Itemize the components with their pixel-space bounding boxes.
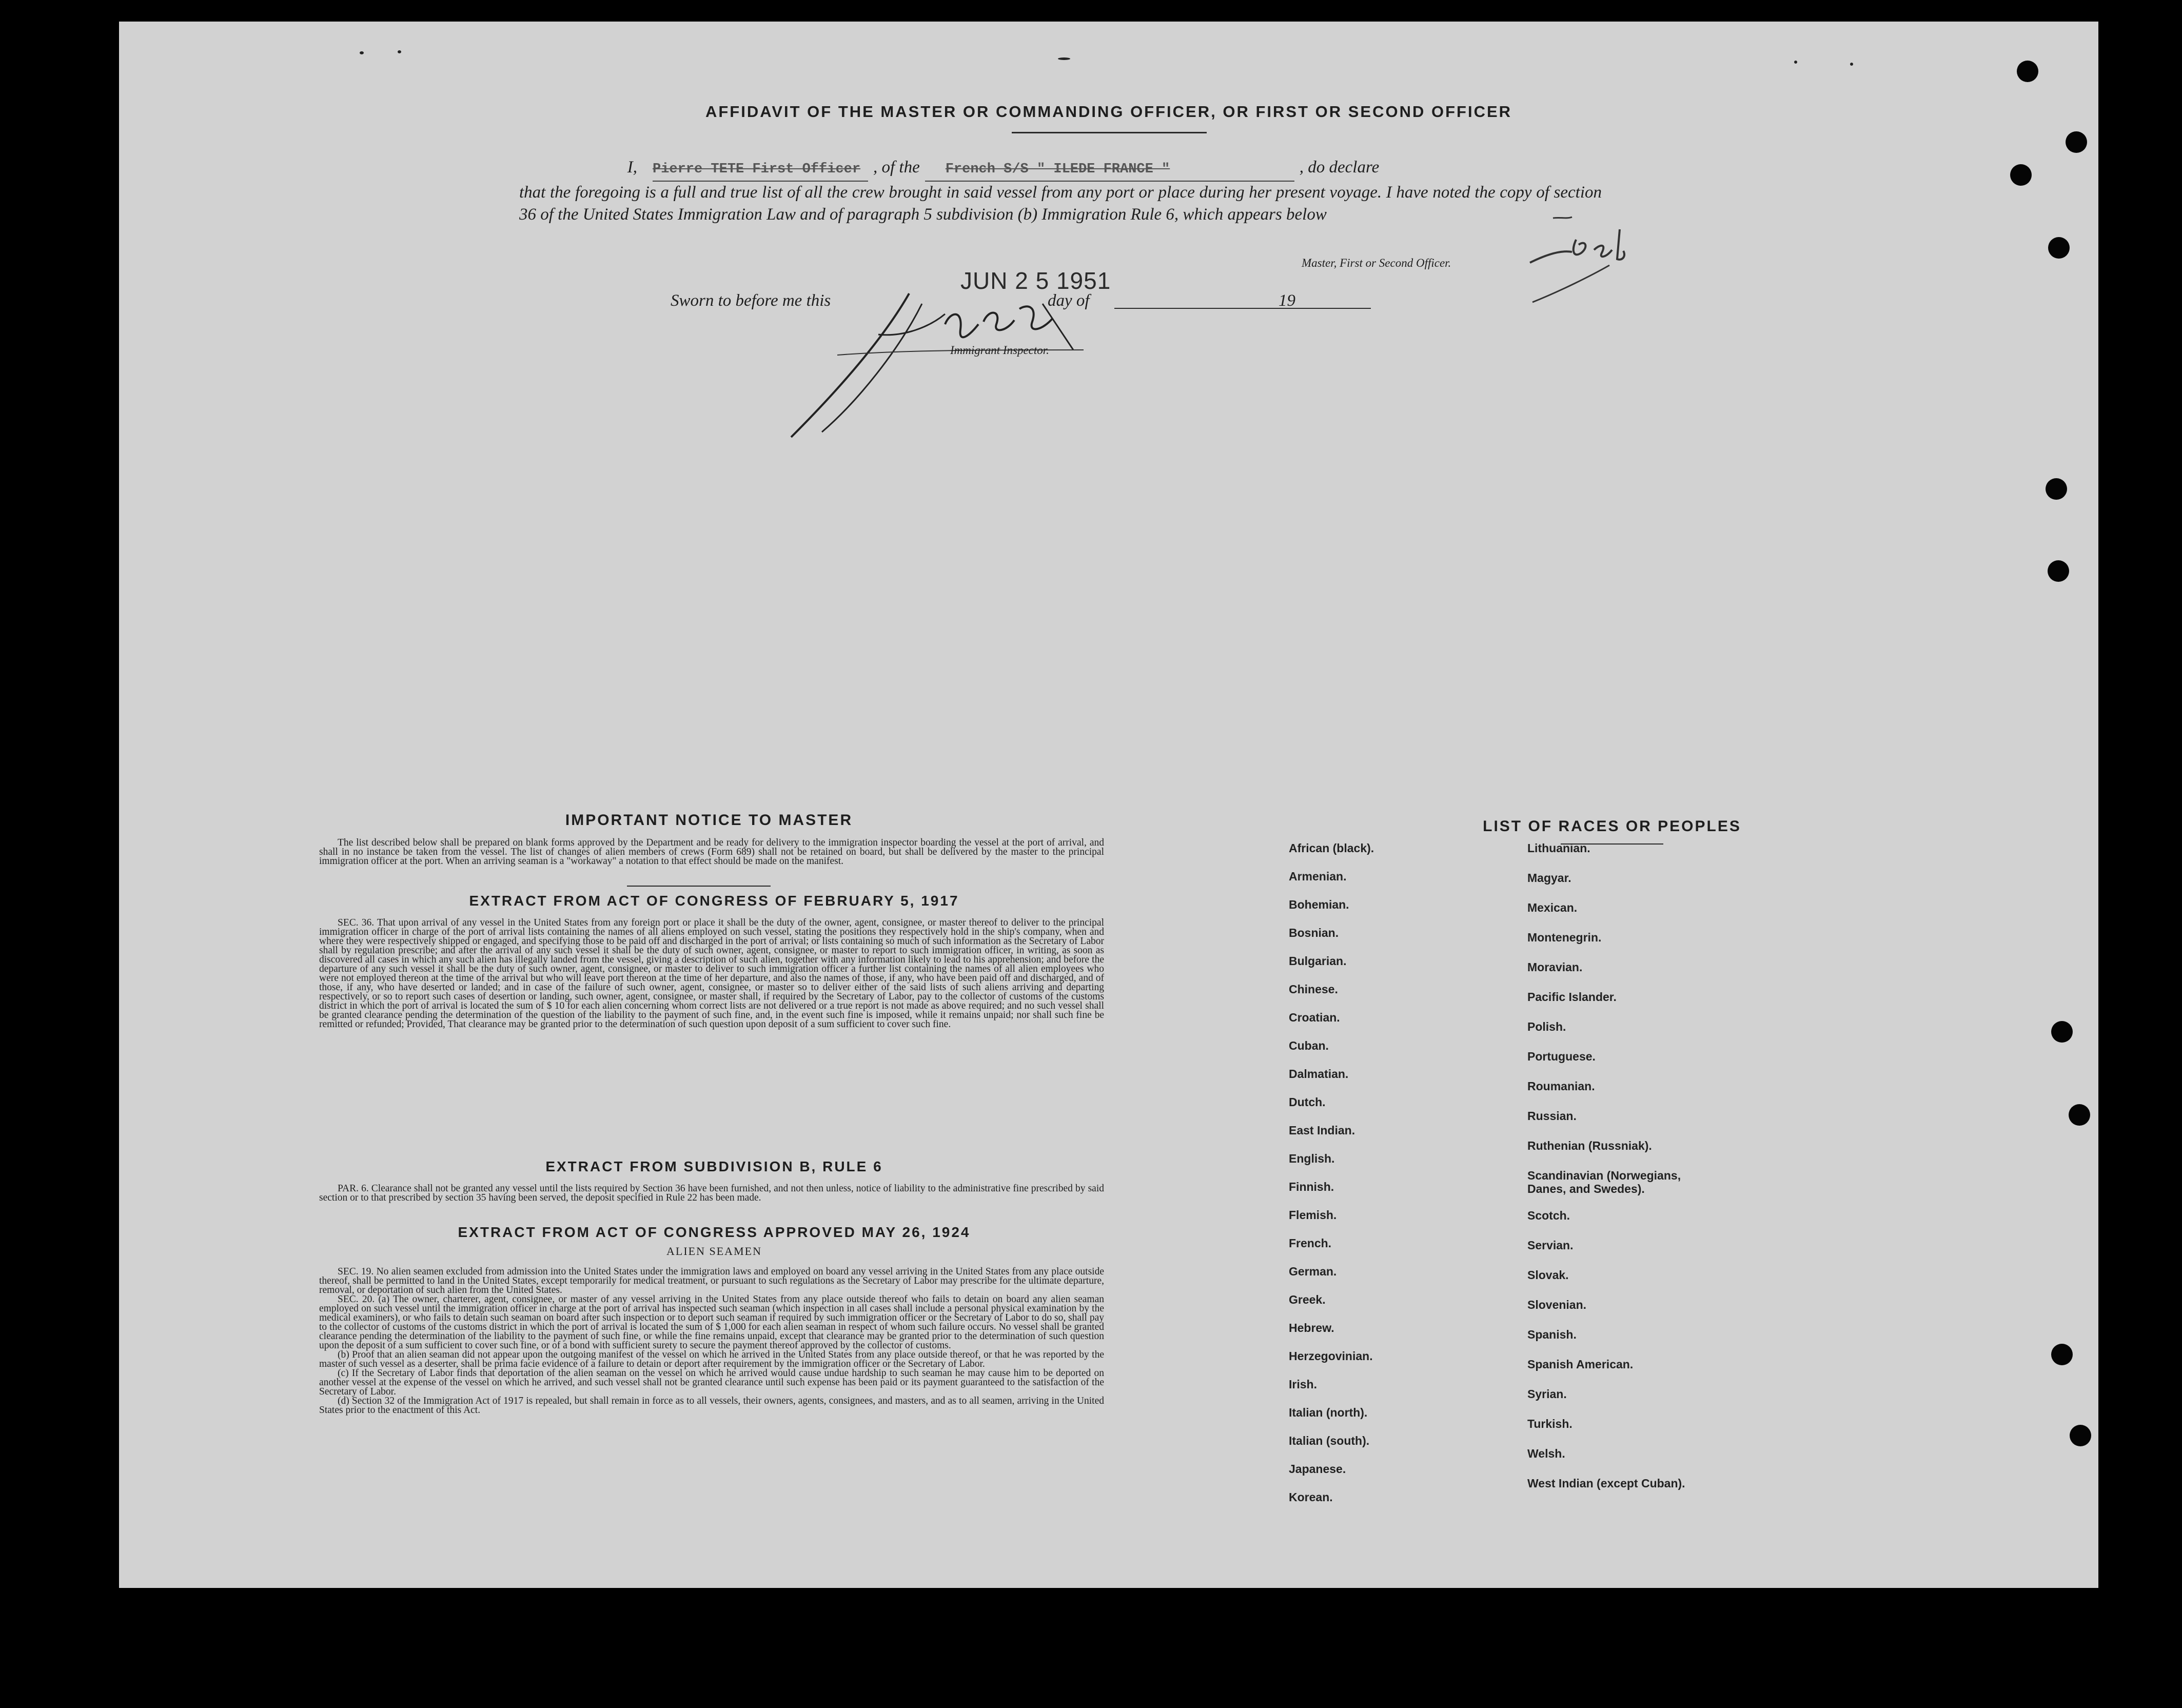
document-sheet — [119, 22, 2098, 1588]
race-item: Lithuanian. — [1527, 841, 1590, 855]
extract-1924-paragraph: (c) If the Secretary of Labor finds that deportation of the alien seaman on the vessel on which he arrived would cause undue hardship to such seaman he may cause him to be deported on another vessel at the expense of the vessel on which he arrived, and such vessel shall not be granted clearance until such expense has been paid or its payment guaranteed to the satisfaction of the Secretary of Labor. — [319, 1368, 1104, 1397]
race-item: Scandinavian (Norwegians, Danes, and Swedes). — [1527, 1169, 1681, 1195]
race-item: Portuguese. — [1527, 1050, 1596, 1063]
punch-hole — [2017, 61, 2038, 82]
notice-rule — [627, 886, 771, 887]
race-item: Pacific Islander. — [1527, 990, 1617, 1004]
officer-name: Pierre TETE First Officer — [653, 162, 861, 177]
extract-1917-paragraph: SEC. 36. That upon arrival of any vessel in the United States from any foreign port or place it shall be the duty of the owner, agent, consignee, or master thereof to deliver to the principal immigration officer in charge of the port of arrival lists containing the names of all aliens employed on such vessel, stating the positions they respectively hold in the ship's company, when and where they were respectively shipped or engaged, and specifying those to be paid off and discharged in the port of arrival; or lists containing so much of such information as the Secretary of Labor shall by regulation prescribe; and after the arrival of any such vessel it shall be the duty of such owner, agent, consignee, or master to report to such immigration officer, in writing, as soon as discovered all cases in which any such alien has illegally landed from the vessel, giving a description of such alien, together with any information likely to lead to his apprehension; and before the departure of any such vessel it shall be the duty of such owner, agent, consignee, or master to deliver to such immigration officer a further list containing the names of all alien employees who were not employed thereon at the time of the arrival but who will leave port thereon at the time of her departure, and also the names of those, if any, who have been paid off and discharged, and of those, if any, who have deserted or landed; and in case of the failure of such owner, agent, consignee, or master so to deliver either of the said lists of such aliens arriving and departing respectively, or so to report such cases of desertion or landing, such owner, agent, consignee, or master shall, if required by the Secretary of Labor, pay to the collector of customs of the customs district in which the port of arrival is located the sum of $ 10 for each alien concerning whom correct lists are not delivered or a true report is not made as above required; and no such vessel shall be granted clearance pending the determination of the question of the liability to the payment of such fine, and, in the event such fine is imposed, while it remains unpaid; nor shall such fine be remitted or refunded; Provided, That clearance may be granted prior to the determination of such question upon deposit of a sum sufficient to cover such fine. — [319, 917, 1104, 1030]
race-item: Roumanian. — [1527, 1079, 1595, 1093]
race-item: Magyar. — [1527, 871, 1571, 885]
race-item: Cuban. — [1289, 1039, 1329, 1052]
race-item: Ruthenian (Russniak). — [1527, 1139, 1652, 1152]
do-declare-label: , do declare — [1299, 158, 1380, 176]
inspector-signature — [776, 273, 1104, 458]
race-item: Finnish. — [1289, 1180, 1334, 1193]
speck — [360, 51, 364, 54]
punch-hole — [2066, 131, 2087, 153]
speck — [1058, 57, 1070, 60]
race-item: Bulgarian. — [1289, 954, 1347, 968]
signature-caption: Master, First or Second Officer. — [1302, 257, 1451, 269]
race-item: East Indian. — [1289, 1124, 1355, 1137]
punch-hole — [2051, 1344, 2073, 1365]
rule6-body — [319, 1184, 1104, 1203]
race-item: Mexican. — [1527, 901, 1578, 914]
extract-1924-body — [319, 1267, 1104, 1415]
extract-1917-title: EXTRACT FROM ACT OF CONGRESS OF FEBRUARY 5, 1917 — [469, 893, 959, 909]
title-rule — [1012, 132, 1207, 133]
race-item: Dalmatian. — [1289, 1067, 1349, 1081]
punch-hole — [2070, 1425, 2091, 1446]
race-item: West Indian (except Cuban). — [1527, 1477, 1685, 1490]
race-item: Spanish. — [1527, 1328, 1577, 1341]
year-rule — [1299, 308, 1371, 309]
inspector-caption: Immigrant Inspector. — [950, 344, 1049, 357]
extract-1924-paragraph: (b) Proof that an alien seaman did not appear upon the outgoing manifest of the vessel on which he arrived in the United States from any place outside thereof, or that he was reported by the master of such vessel as a deserter, shall be prima facie evidence of a failure to detain or deport after requirement by the immigration officer or the Secretary of Labor. — [319, 1349, 1104, 1369]
vessel-name: French S/S " ILEDE FRANCE " — [945, 162, 1170, 177]
race-item: Herzegovinian. — [1289, 1349, 1373, 1363]
rule6-title: EXTRACT FROM SUBDIVISION B, RULE 6 — [545, 1159, 883, 1174]
speck — [1850, 63, 1853, 66]
race-item: German. — [1289, 1265, 1337, 1278]
rule6-paragraph: PAR. 6. Clearance shall not be granted any vessel until the lists required by Section 36 have been furnished, and not then unless, notice of liability to the administrative fine prescribed by said section or to that prescribed by section 35 having been served, the deposit specified in Rule 22 has been made. — [319, 1183, 1104, 1203]
race-item: Moravian. — [1527, 960, 1583, 974]
race-item: English. — [1289, 1152, 1335, 1165]
punch-hole — [2069, 1104, 2090, 1126]
year-label: 19 — [1279, 291, 1295, 310]
race-item: Greek. — [1289, 1293, 1326, 1306]
race-item: Bosnian. — [1289, 926, 1339, 939]
race-item: Montenegrin. — [1527, 931, 1602, 944]
race-item: Flemish. — [1289, 1208, 1337, 1222]
race-item: Japanese. — [1289, 1462, 1346, 1476]
race-item: Slovak. — [1527, 1268, 1569, 1282]
affidavit-title: AFFIDAVIT OF THE MASTER OR COMMANDING OFFICER, OR FIRST OR SECOND OFFICER — [705, 103, 1512, 121]
race-item: Spanish American. — [1527, 1358, 1634, 1371]
speck — [398, 50, 401, 53]
punch-hole — [2048, 237, 2070, 259]
race-item: Polish. — [1527, 1020, 1566, 1033]
race-item: Servian. — [1527, 1239, 1574, 1252]
race-item: Scotch. — [1527, 1209, 1570, 1222]
race-item: Dutch. — [1289, 1095, 1326, 1109]
notice-body — [319, 838, 1104, 866]
race-item: Korean. — [1289, 1490, 1333, 1504]
race-item: African (black). — [1289, 841, 1374, 855]
extract-1917-body — [319, 918, 1104, 1029]
of-the-label: , of the — [873, 158, 920, 176]
declaration-body: that the foregoing is a full and true list of all the crew brought in said vessel from any port or place during her present voyage. I have noted the copy of section 36 of the United States Immigration Law and of paragraph 5 subdivision (b) Immigration Rule 6, which appears below — [519, 183, 1602, 224]
extract-1924-paragraph: (d) Section 32 of the Immigration Act of 1917 is repealed, but shall remain in force as to all vessels, their owners, agents, consignees, and masters, and as to all seamen, arriving in the United States prior to the enactment of this Act. — [319, 1396, 1104, 1416]
race-item: Hebrew. — [1289, 1321, 1334, 1334]
extract-1924-title: EXTRACT FROM ACT OF CONGRESS APPROVED MAY 26, 1924 — [458, 1224, 971, 1240]
race-item: Welsh. — [1527, 1447, 1565, 1460]
races-title: LIST OF RACES OR PEOPLES — [1483, 818, 1741, 835]
extract-1924-paragraph: SEC. 20. (a) The owner, charterer, agent, consignee, or master of any vessel arriving in the United States from any place outside thereof who fails to detain on board any alien seaman employed on such vessel until the immigration officer in charge at the port of arrival has inspected such seaman (which inspection in all cases shall include a personal physical examination by the medical examiners), or who fails to detain such seaman on board after such inspection or to deport such seaman if required by such immigration officer or the Secretary of Labor to do so, shall pay to the collector of customs of the customs district in which the port of arrival is located the sum of $ 1,000 for each alien seaman in respect of whom such failure occurs. No vessel shall be granted clearance pending the determination of the liability to the payment of such fine, or while the fine remains unpaid, except that clearance may be granted prior to the determination of such question upon the deposit of a sum sufficient to cover such fine, or of a bond with sufficient surety to secure the payment thereof approved by the collector of customs. — [319, 1294, 1104, 1351]
notice-paragraph: The list described below shall be prepared on blank forms approved by the Department and be ready for delivery to the immigration inspector boarding the vessel at the port of arrival, and shall in no instance be taken from the vessel. The list of changes of alien members of crews (Form 689) shall not be retained on board, but shall be delivered by the master to the principal immigration officer at the port. When an arriving seaman is a "workaway" a notation to that effect should be made on the manifest. — [319, 837, 1104, 867]
race-item: Italian (south). — [1289, 1434, 1370, 1447]
extract-1924-paragraph: SEC. 19. No alien seamen excluded from admission into the United States under the immigration laws and employed on board any vessel arriving in the United States from any place outside thereof, shall be permitted to land in the United States, except temporarily for medical treatment, or pursuant to such regulations as the Secretary of Labor may prescribe for the ultimate departure, removal, or deportation of such alien from the United States. — [319, 1266, 1104, 1295]
notice-title: IMPORTANT NOTICE TO MASTER — [565, 812, 853, 829]
race-item: Russian. — [1527, 1109, 1577, 1123]
punch-hole — [2048, 560, 2069, 582]
punch-hole — [2010, 164, 2032, 186]
race-item: Syrian. — [1527, 1387, 1567, 1401]
date-stamp: JUN 2 5 1951 — [960, 267, 1111, 294]
race-item: Chinese. — [1289, 983, 1338, 996]
punch-hole — [2051, 1021, 2073, 1043]
race-item: Armenian. — [1289, 870, 1347, 883]
speck — [1794, 61, 1797, 64]
race-item: Bohemian. — [1289, 898, 1349, 911]
race-item: French. — [1289, 1236, 1332, 1250]
sworn-label: Sworn to before me this — [671, 291, 831, 310]
race-item: Croatian. — [1289, 1011, 1340, 1024]
race-item: Italian (north). — [1289, 1406, 1368, 1419]
race-item: Irish. — [1289, 1378, 1317, 1391]
race-item: Turkish. — [1527, 1417, 1572, 1430]
race-item: Slovenian. — [1527, 1298, 1587, 1311]
extract-1924-subtitle: ALIEN SEAMEN — [666, 1245, 762, 1258]
day-of-label: day of — [1048, 291, 1090, 310]
i-label: I, — [627, 158, 637, 176]
punch-hole — [2046, 478, 2067, 500]
